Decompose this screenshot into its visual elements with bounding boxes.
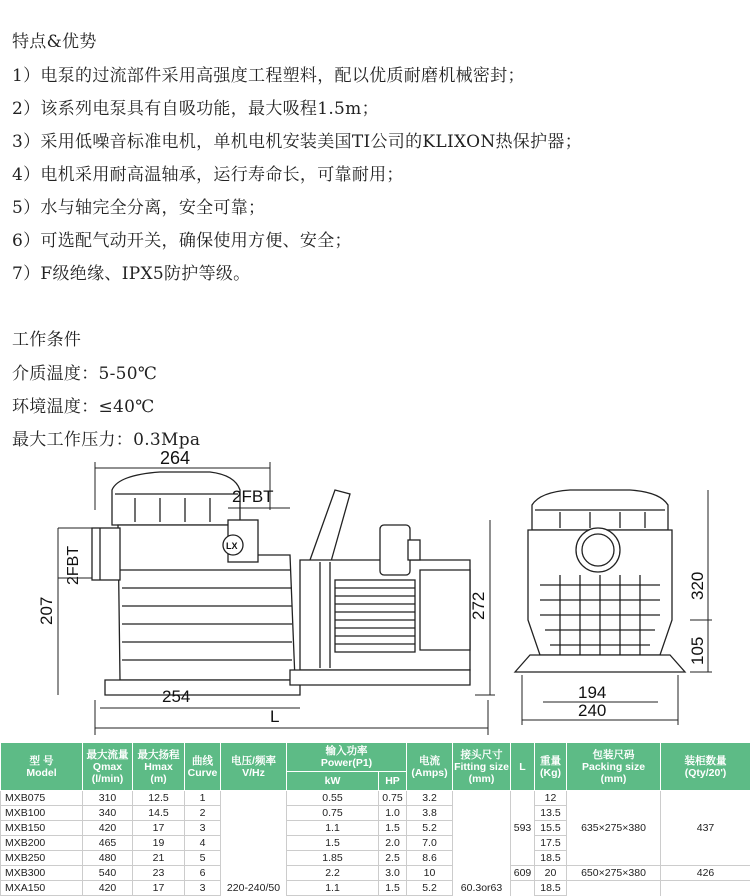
cell-curve: 3 <box>185 881 221 896</box>
cell-qmax: 420 <box>83 881 133 896</box>
pump-base <box>105 680 300 695</box>
header-kw: kW <box>287 772 379 791</box>
header-qty: 装柜数量 (Qty/20') <box>661 743 750 791</box>
feature-line-1: 1）电泵的过流部件采用高强度工程塑料，配以优质耐磨机械密封； <box>12 66 525 86</box>
cell-qmax: 480 <box>83 851 133 866</box>
header-weight: 重量 (Kg) <box>535 743 567 791</box>
cell-hp: 1.0 <box>379 806 407 821</box>
cell-amps: 3.8 <box>407 806 453 821</box>
cell-hmax: 14.5 <box>133 806 185 821</box>
cell-hp: 2.5 <box>379 851 407 866</box>
cell-kw: 1.1 <box>287 881 379 896</box>
cell-l-blank <box>511 881 535 896</box>
cell-hp: 3.0 <box>379 866 407 881</box>
cell-packing-blank <box>567 881 661 896</box>
fan-cover <box>420 570 470 650</box>
cell-weight: 18.5 <box>535 851 567 866</box>
header-curve: 曲线 Curve <box>185 743 221 791</box>
header-hmax: 最大扬程 Hmax (m) <box>133 743 185 791</box>
cell-packing-b: 650×275×380 <box>567 866 661 881</box>
cell-qmax: 340 <box>83 806 133 821</box>
cell-fitting: 60.3or63 <box>453 881 511 896</box>
cell-model: MXB100 <box>1 806 83 821</box>
table-row <box>1 881 750 896</box>
cell-kw: 1.1 <box>287 821 379 836</box>
conditions-title: 工作条件 <box>12 330 81 350</box>
cell-weight: 15.5 <box>535 821 567 836</box>
cell-voltage-blank <box>221 821 287 836</box>
cell-amps: 8.6 <box>407 851 453 866</box>
cell-fitting-blank <box>453 851 511 866</box>
cell-voltage: 220-240/50 <box>221 881 287 896</box>
dim-105: 105 <box>688 637 707 665</box>
cell-qty-blank <box>661 851 750 866</box>
cell-model: MXB250 <box>1 851 83 866</box>
cell-model: MXB075 <box>1 791 83 806</box>
cell-curve: 1 <box>185 791 221 806</box>
front-view-base <box>515 655 685 672</box>
cell-model: MXB300 <box>1 866 83 881</box>
feature-line-6: 6）可选配气动开关，确保使用方便、安全； <box>12 231 352 251</box>
dim-240: 240 <box>578 701 606 720</box>
cell-voltage-blank <box>221 836 287 851</box>
dim-fbt-top: 2FBT <box>232 487 274 506</box>
table-row <box>1 851 750 866</box>
features-title: 特点&优势 <box>12 32 97 52</box>
feature-line-7: 7）F级绝缘、IPX5防护等级。 <box>12 264 250 284</box>
cell-l-blank <box>511 791 535 806</box>
header-model: 型 号 Model <box>1 743 83 791</box>
cell-hp: 2.0 <box>379 836 407 851</box>
cell-model: MXB200 <box>1 836 83 851</box>
cell-model: MXA150 <box>1 881 83 896</box>
cell-curve: 2 <box>185 806 221 821</box>
cell-hmax: 21 <box>133 851 185 866</box>
cell-qty-blank <box>661 881 750 896</box>
cell-l-b: 609 <box>511 866 535 881</box>
cell-fitting-blank <box>453 806 511 821</box>
cell-weight: 20 <box>535 866 567 881</box>
feature-line-3: 3）采用低噪音标准电机，单机电机安装美国TI公司的KLIXON热保护器； <box>12 132 582 152</box>
cell-l-blank <box>511 836 535 851</box>
cell-curve: 4 <box>185 836 221 851</box>
cell-amps: 7.0 <box>407 836 453 851</box>
cell-packing-blank <box>567 791 661 806</box>
table-row <box>1 821 750 836</box>
cell-hmax: 19 <box>133 836 185 851</box>
cell-packing-blank <box>567 851 661 866</box>
cell-weight: 13.5 <box>535 806 567 821</box>
header-current: 电流 (Amps) <box>407 743 453 791</box>
header-l: L <box>511 743 535 791</box>
cell-qty-b: 426 <box>661 866 750 881</box>
spec-table <box>0 742 750 896</box>
cell-weight: 18.5 <box>535 881 567 896</box>
cell-packing-a: 635×275×380 <box>567 821 661 836</box>
cell-hmax: 17 <box>133 881 185 896</box>
cell-hmax: 23 <box>133 866 185 881</box>
cell-hmax: 17 <box>133 821 185 836</box>
cell-qmax: 540 <box>83 866 133 881</box>
condition-line-1: 介质温度：5-50℃ <box>12 364 157 384</box>
handle <box>310 490 350 565</box>
header-fitting: 接头尺寸 Fitting size (mm) <box>453 743 511 791</box>
header-hp: HP <box>379 772 407 791</box>
pump-body <box>118 525 295 680</box>
dim-272: 272 <box>469 592 488 620</box>
condition-line-2: 环境温度：≤40℃ <box>12 397 155 417</box>
table-row <box>1 806 750 821</box>
header-voltage: 电压/频率 V/Hz <box>221 743 287 791</box>
cell-amps: 5.2 <box>407 881 453 896</box>
cell-qty-a: 437 <box>661 821 750 836</box>
feature-line-4: 4）电机采用耐高温轴承，运行寿命长，可靠耐用； <box>12 165 404 185</box>
cell-voltage-blank <box>221 791 287 806</box>
cell-amps: 5.2 <box>407 821 453 836</box>
inlet-pipe <box>92 528 120 580</box>
cell-kw: 1.85 <box>287 851 379 866</box>
cell-kw: 2.2 <box>287 866 379 881</box>
cell-kw: 0.55 <box>287 791 379 806</box>
pump-lid <box>112 472 240 525</box>
cell-packing-blank <box>567 806 661 821</box>
cell-qty-blank <box>661 791 750 806</box>
table-row <box>1 836 750 851</box>
cell-hmax: 12.5 <box>133 791 185 806</box>
feature-line-5: 5）水与轴完全分离，安全可靠； <box>12 198 265 218</box>
cell-voltage-blank <box>221 806 287 821</box>
dim-254: 254 <box>162 687 190 706</box>
cell-qty-blank <box>661 806 750 821</box>
cell-kw: 1.5 <box>287 836 379 851</box>
cell-fitting-blank <box>453 836 511 851</box>
terminal-box <box>380 525 410 575</box>
feature-line-2: 2）该系列电泵具有自吸功能，最大吸程1.5m； <box>12 99 379 119</box>
pump-technical-drawing <box>0 450 750 740</box>
table-row <box>1 791 750 806</box>
cell-voltage-blank <box>221 851 287 866</box>
dim-320: 320 <box>688 572 707 600</box>
condition-line-3: 最大工作压力：0.3Mpa <box>12 430 200 450</box>
cell-model: MXB150 <box>1 821 83 836</box>
cell-l-blank <box>511 851 535 866</box>
dim-264: 264 <box>160 450 190 468</box>
cell-qty-blank <box>661 836 750 851</box>
cell-curve: 6 <box>185 866 221 881</box>
cell-qmax: 420 <box>83 821 133 836</box>
cell-kw: 0.75 <box>287 806 379 821</box>
dim-207: 207 <box>37 597 56 625</box>
header-qmax: 最大流量 Qmax (l/min) <box>83 743 133 791</box>
badge-label: LX <box>226 541 238 551</box>
cell-curve: 3 <box>185 821 221 836</box>
cell-fitting-blank <box>453 791 511 806</box>
cell-l-a: 593 <box>511 821 535 836</box>
cell-weight: 12 <box>535 791 567 806</box>
cell-amps: 3.2 <box>407 791 453 806</box>
cell-qmax: 310 <box>83 791 133 806</box>
cell-hp: 0.75 <box>379 791 407 806</box>
cell-hp: 1.5 <box>379 881 407 896</box>
dim-length-L: L <box>270 707 279 726</box>
dim-fbt-side: 2FBT <box>65 546 82 585</box>
table-row <box>1 866 750 881</box>
cell-packing-blank <box>567 836 661 851</box>
cell-qmax: 465 <box>83 836 133 851</box>
cell-curve: 5 <box>185 851 221 866</box>
cell-voltage-blank <box>221 866 287 881</box>
cell-hp: 1.5 <box>379 821 407 836</box>
cell-amps: 10 <box>407 866 453 881</box>
cell-fitting-blank <box>453 866 511 881</box>
header-packing: 包装尺码 Packing size (mm) <box>567 743 661 791</box>
cell-weight: 17.5 <box>535 836 567 851</box>
dim-194: 194 <box>578 683 606 702</box>
cell-fitting-blank <box>453 821 511 836</box>
cell-l-blank <box>511 806 535 821</box>
header-power: 输入功率 Power(P1) <box>287 743 407 772</box>
